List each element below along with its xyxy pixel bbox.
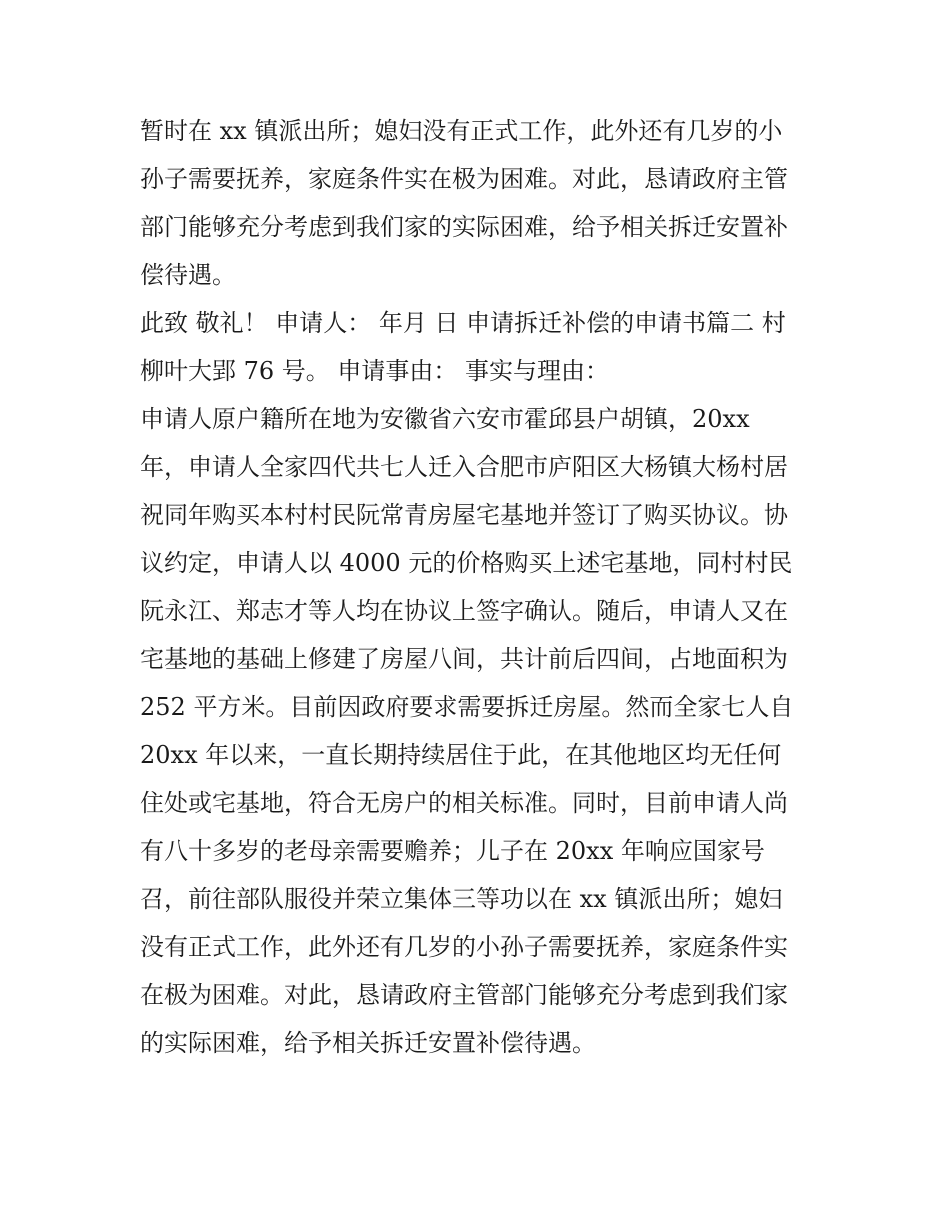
text-line: 此致 敬礼！ 申请人： 年月 日 申请拆迁补偿的申请书篇二 村 <box>140 309 786 337</box>
text-line: 有八十多岁的老母亲需要赡养；儿子在 20xx 年响应国家号 <box>140 837 765 865</box>
text-line: 议约定，申请人以 4000 元的价格购买上述宅基地，同村村民 <box>140 549 793 577</box>
text-line: 孙子需要抚养，家庭条件实在极为困难。对此，恳请政府主管 <box>140 165 788 193</box>
text-line: 申请人原户籍所在地为安徽省六安市霍邱县户胡镇，20xx <box>140 405 750 433</box>
text-line: 偿待遇。 <box>140 261 236 289</box>
text-line: 年，申请人全家四代共七人迁入合肥市庐阳区大杨镇大杨村居 <box>140 453 788 481</box>
document-body <box>140 107 820 1067</box>
text-line: 20xx 年以来，一直长期持续居住于此，在其他地区均无任何 <box>140 741 782 769</box>
text-line: 召，前往部队服役并荣立集体三等功以在 xx 镇派出所；媳妇 <box>140 885 783 913</box>
text-line: 住处或宅基地，符合无房户的相关标准。同时，目前申请人尚 <box>140 789 788 817</box>
text-line: 的实际困难，给予相关拆迁安置补偿待遇。 <box>140 1029 596 1057</box>
text-line: 没有正式工作，此外还有几岁的小孙子需要抚养，家庭条件实 <box>140 933 788 961</box>
text-line: 在极为困难。对此，恳请政府主管部门能够充分考虑到我们家 <box>140 981 788 1009</box>
text-line: 祝同年购买本村村民阮常青房屋宅基地并签订了购买协议。协 <box>140 501 788 529</box>
text-line: 252 平方米。目前因政府要求需要拆迁房屋。然而全家七人自 <box>140 693 794 721</box>
text-line: 柳叶大郢 76 号。 申请事由： 事实与理由： <box>140 357 610 385</box>
text-line: 部门能够充分考虑到我们家的实际困难，给予相关拆迁安置补 <box>140 213 788 241</box>
text-line: 宅基地的基础上修建了房屋八间，共计前后四间，占地面积为 <box>140 645 788 673</box>
text-line: 阮永江、郑志才等人均在协议上签字确认。随后，申请人又在 <box>140 597 788 625</box>
text-line: 暂时在 xx 镇派出所；媳妇没有正式工作，此外还有几岁的小 <box>140 117 783 145</box>
